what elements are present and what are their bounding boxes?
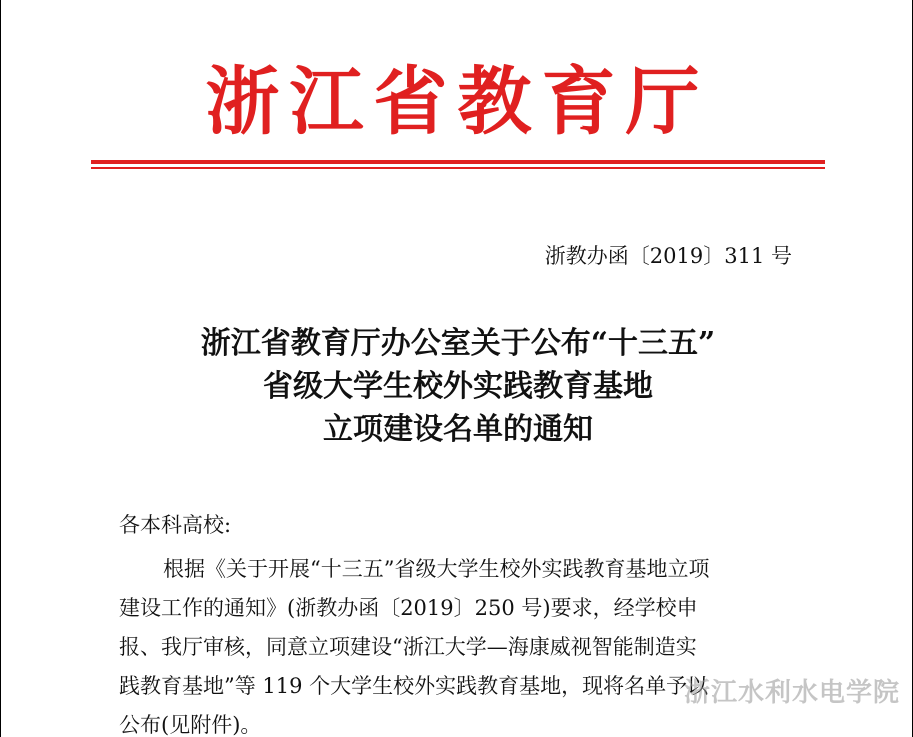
masthead-title: 浙江省教育厅 [205,59,710,145]
document-title [91,322,825,451]
document-number: 浙教办函〔2019〕311 号 [544,244,792,268]
body-line: 报、我厅审核，同意立项建设“浙江大学—海康威视智能制造实 [119,635,697,659]
body-line: 践教育基地”等 119 个大学生校外实践教育基地，现将名单予以 [119,674,709,698]
watermark-logo: 浙江水利水电学院 [683,678,900,708]
masthead-red-rule-thick [91,160,825,164]
masthead-red-rule-thin [91,167,825,169]
salutation: 各本科高校: [119,513,232,537]
body-line: 建设工作的通知》(浙教办函〔2019〕250 号)要求，经学校申 [119,596,698,620]
title-line: 浙江省教育厅办公室关于公布“十三五” [200,326,716,361]
body-line: 根据《关于开展“十三五”省级大学生校外实践教育基地立项 [163,557,710,581]
body-line: 公布(见附件)。 [119,713,262,737]
title-line: 立项建设名单的通知 [323,412,593,447]
title-line: 省级大学生校外实践教育基地 [263,369,653,404]
